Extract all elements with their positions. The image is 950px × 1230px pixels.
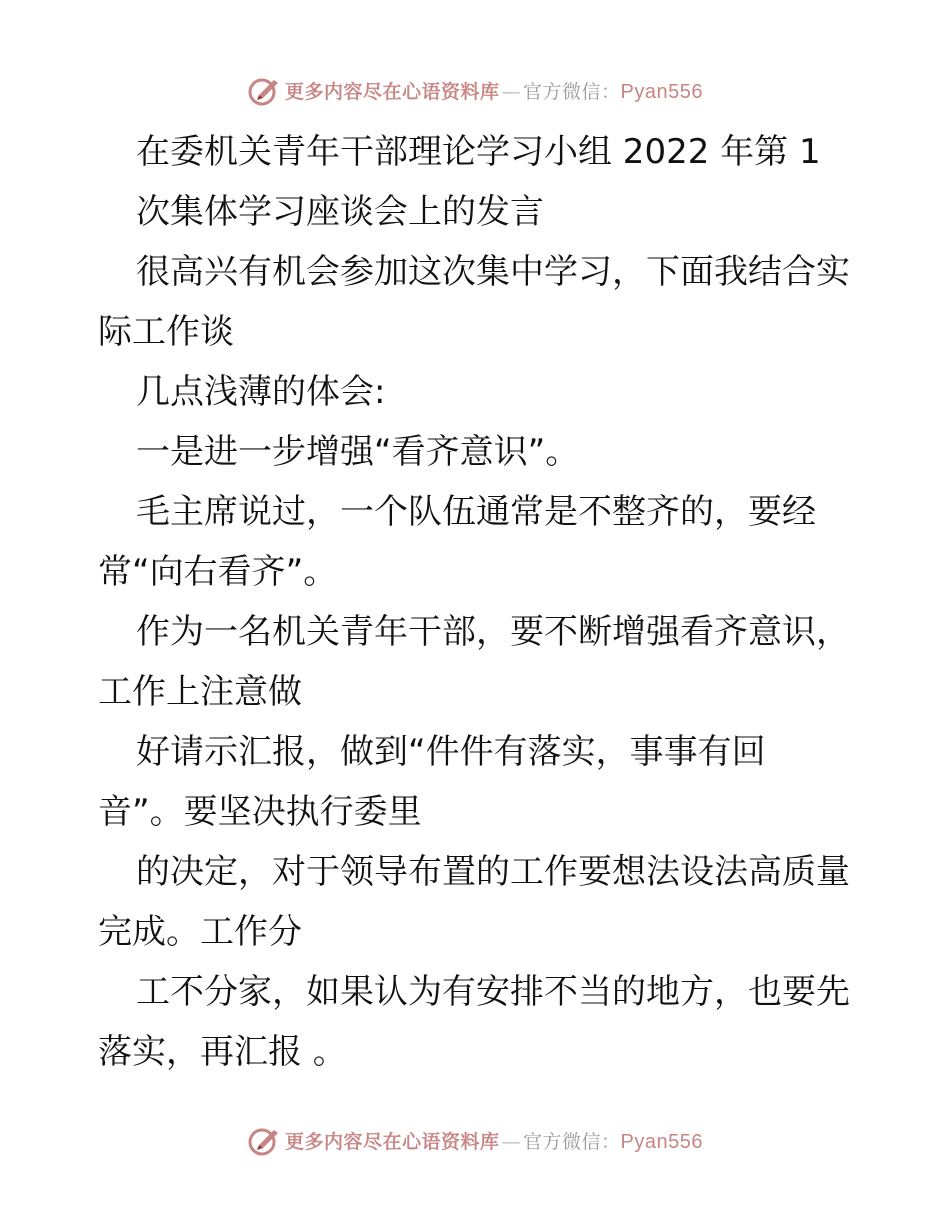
watermark-main: 更多内容尽在心语资料库: [285, 80, 500, 103]
watermark-sub: 官方微信：: [523, 1130, 621, 1153]
watermark-main: 更多内容尽在心语资料库: [285, 1130, 500, 1153]
body-line: 次集体学习座谈会上的发言: [136, 192, 544, 232]
watermark-text: [285, 1127, 703, 1154]
body-line: 的决定，对于领导布置的工作要想法设法高质量: [136, 852, 850, 892]
body-line: 工不分家，如果认为有安排不当的地方，也要先: [136, 972, 850, 1012]
body-line: 很高兴有机会参加这次集中学习，下面我结合实: [136, 252, 850, 292]
watermark-id: Pyan556: [620, 1130, 703, 1153]
watermark-text: [285, 77, 703, 104]
body-line: 工作上注意做: [98, 672, 302, 712]
body-line: 常“向右看齐”。: [98, 552, 338, 592]
body-line: 好请示汇报，做到“件件有落实，事事有回: [136, 732, 766, 772]
body-line: 作为一名机关青年干部，要不断增强看齐意识，: [136, 612, 850, 652]
header-watermark: [0, 70, 950, 110]
watermark-dash: —: [501, 1130, 522, 1153]
body-line: 完成。工作分: [98, 912, 302, 952]
watermark-id: Pyan556: [620, 80, 703, 103]
body-line: 音”。要坚决执行委里: [98, 792, 422, 832]
pen-logo-icon: [247, 1123, 281, 1157]
watermark-dash: —: [501, 80, 522, 103]
body-line: 际工作谈: [98, 312, 234, 352]
body-line: 一是进一步增强“看齐意识”。: [136, 432, 580, 472]
body-line: 落实，再汇报 。: [98, 1032, 347, 1072]
footer-watermark: [0, 1120, 950, 1160]
body-line: 几点浅薄的体会:: [136, 372, 386, 412]
document-body: [98, 122, 858, 1082]
body-line: 毛主席说过，一个队伍通常是不整齐的，要经: [136, 492, 816, 532]
body-line: 在委机关青年干部理论学习小组 2022 年第 1: [136, 132, 821, 172]
pen-logo-icon: [247, 73, 281, 107]
watermark-sub: 官方微信：: [523, 80, 621, 103]
